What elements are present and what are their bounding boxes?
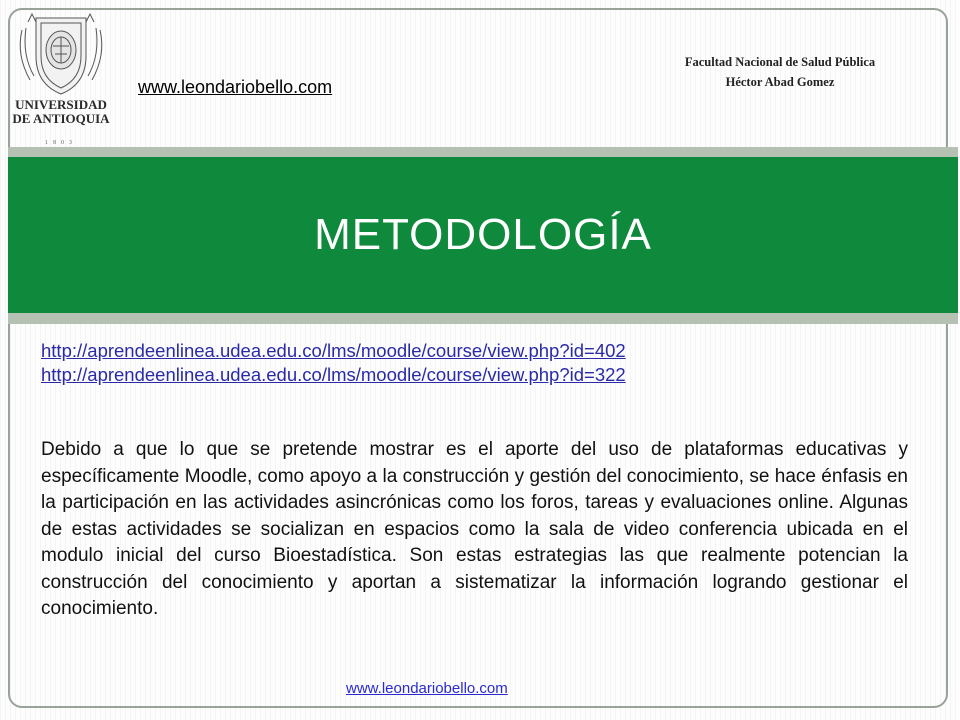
faculty-line1: Facultad Nacional de Salud Pública xyxy=(684,55,876,69)
logo-text-line2: DE ANTIOQUIA xyxy=(12,111,110,126)
slide-title: METODOLOGÍA xyxy=(314,210,652,259)
logo-wordmark xyxy=(8,98,114,126)
title-band-top xyxy=(8,147,958,157)
faculty-heading xyxy=(620,52,940,92)
top-website-link[interactable]: www.leondariobello.com xyxy=(138,77,333,97)
course-link-322[interactable]: http://aprendeenlinea.udea.edu.co/lms/moodle/course/view.php?id=322 xyxy=(41,364,626,385)
university-logo xyxy=(8,10,114,150)
logo-year: 1803 xyxy=(45,140,77,146)
course-link-402[interactable]: http://aprendeenlinea.udea.edu.co/lms/moodle/course/view.php?id=402 xyxy=(41,340,626,361)
logo-text-line1: UNIVERSIDAD xyxy=(15,97,107,112)
course-links xyxy=(41,339,921,387)
footer-website-link[interactable]: www.leondariobello.com xyxy=(346,680,508,697)
university-seal-icon xyxy=(8,10,114,100)
faculty-line2: Héctor Abad Gomez xyxy=(725,75,835,89)
body-paragraph: Debido a que lo que se pretende mostrar es el aporte del uso de plataformas educativas y específicamente Moodle, como apoyo a la construcción y gestión del conocimiento, se hace énfasis en la participación en las actividades asincrónicas como los foros, tareas y evaluaciones online. Algunas de estas actividades se socializan en espacios como la sala de video conferencia ubicada en el modulo inicial del curso Bioestadística. Son estas estrategias las que realmente potencian la construcción del conocimiento y aportan a sistematizar la información logrando gestionar el conocimiento. xyxy=(41,439,908,619)
title-bar xyxy=(8,157,958,313)
title-band-bottom xyxy=(8,313,958,324)
